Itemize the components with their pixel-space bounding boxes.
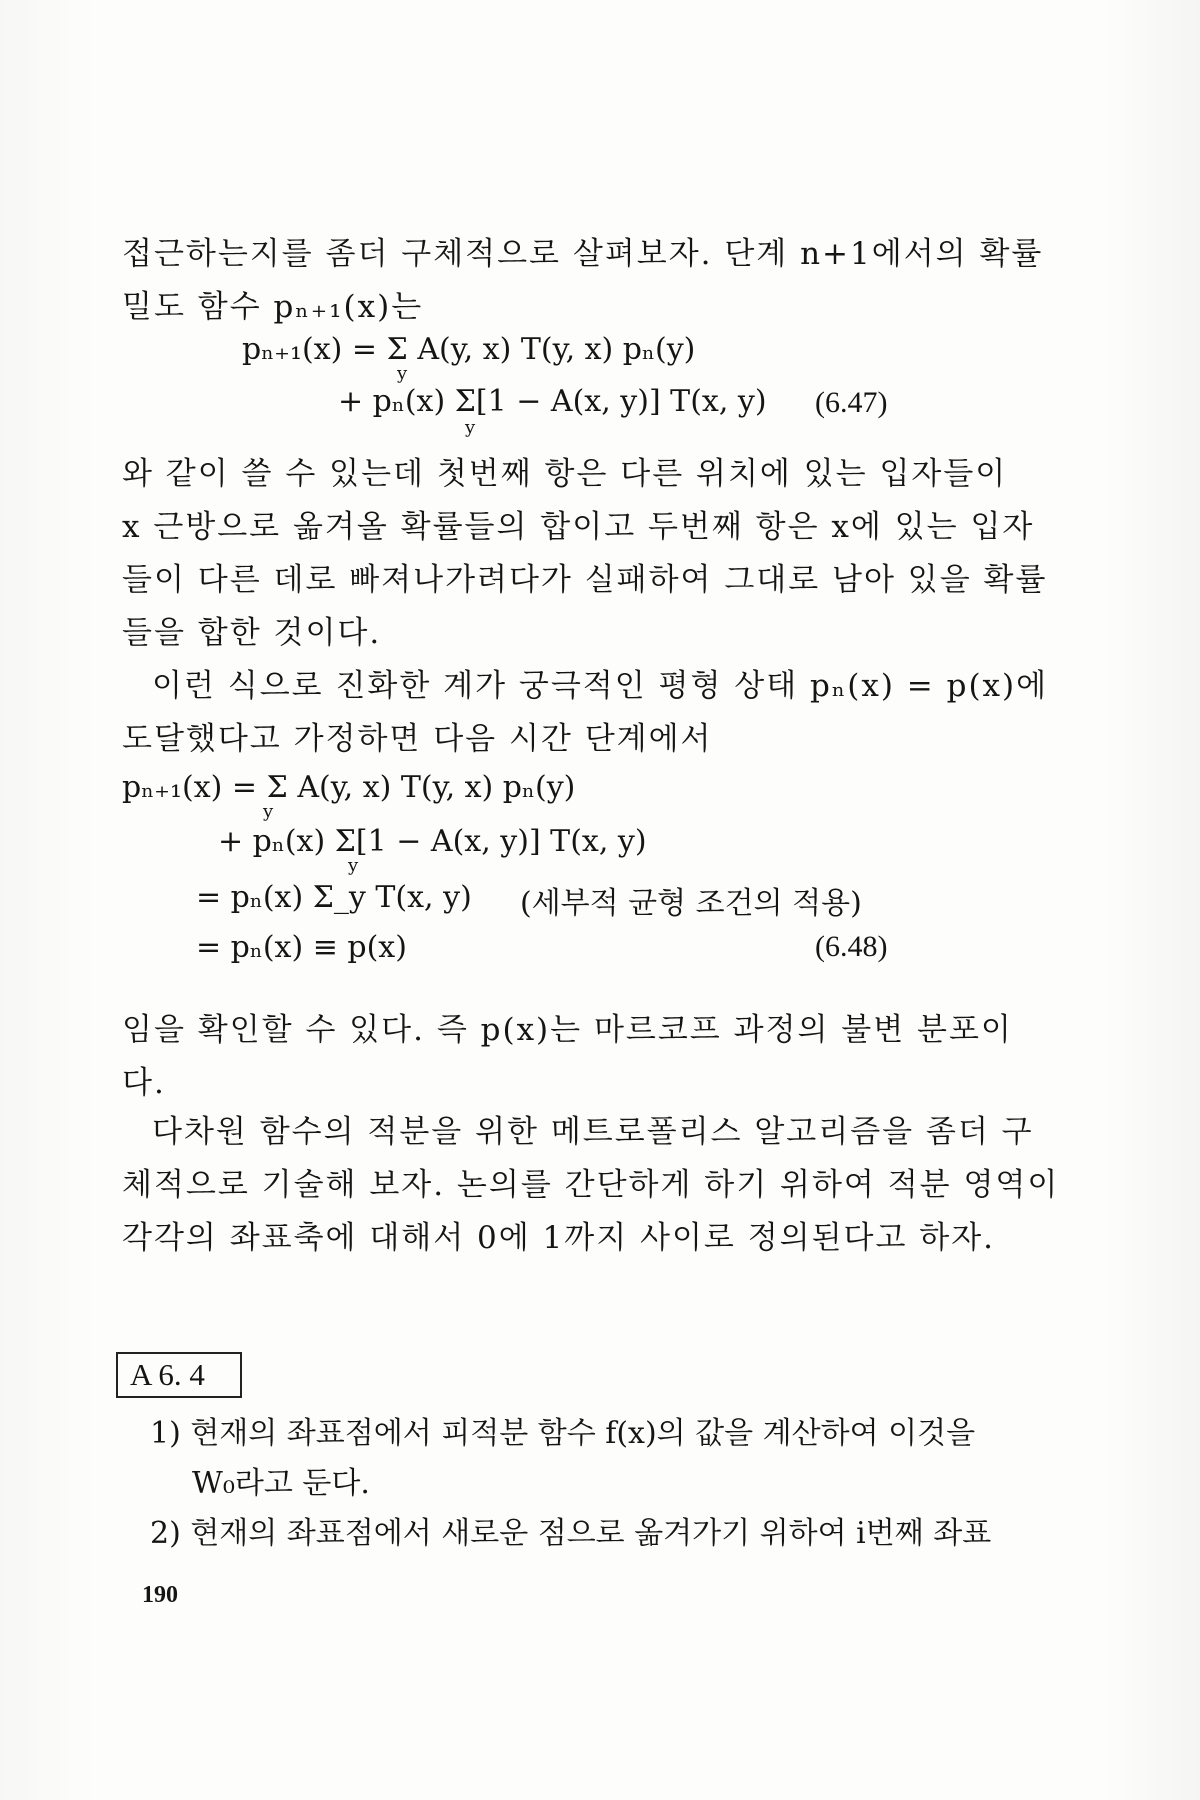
- text-line: 접근하는지를 좀더 구체적으로 살펴보자. 단계 n+1에서의 확률: [122, 236, 1044, 272]
- paragraph-middle: [122, 448, 1048, 660]
- text-line: 다차원 함수의 적분을 위한 메트로폴리스 알고리즘을 좀더 구: [152, 1114, 1034, 1150]
- algorithm-label: A 6. 4: [116, 1352, 242, 1398]
- algorithm-step: 2) 현재의 좌표점에서 새로운 점으로 옮겨가기 위하여 i번째 좌표: [150, 1516, 992, 1551]
- text-line: 도달했다고 가정하면 다음 시간 단계에서: [122, 721, 713, 757]
- paragraph-equilibrium: [122, 660, 1049, 766]
- sum-subscript: y: [348, 855, 359, 876]
- page-number: 190: [142, 1582, 178, 1608]
- equation-line: + pₙ(x) Σ[1 − A(x, y)] T(x, y): [338, 384, 767, 419]
- equation-line: pₙ₊₁(x) = Σ A(y, x) T(y, x) pₙ(y): [242, 332, 696, 367]
- equation-number: (6.47): [815, 386, 888, 419]
- paragraph-metropolis: [122, 1106, 1060, 1265]
- text-line: 와 같이 쓸 수 있는데 첫번째 항은 다른 위치에 있는 입자들이: [122, 456, 1008, 492]
- text-line: 밀도 함수 pₙ₊₁(x)는: [122, 289, 424, 325]
- text-line: 들을 합한 것이다.: [122, 615, 382, 651]
- equation-number: (6.48): [815, 930, 888, 963]
- sum-subscript: y: [397, 363, 408, 384]
- algorithm-step: 1) 현재의 좌표점에서 피적분 함수 f(x)의 값을 계산하여 이것을: [150, 1416, 976, 1451]
- text-line: 각각의 좌표축에 대해서 0에 1까지 사이로 정의된다고 하자.: [122, 1220, 996, 1256]
- sum-subscript: y: [465, 417, 476, 438]
- equation-annotation: (세부적 균형 조건의 적용): [520, 886, 862, 921]
- equation-line: = pₙ(x) ≡ p(x): [196, 930, 407, 965]
- equation-line: + pₙ(x) Σ[1 − A(x, y)] T(x, y): [218, 824, 647, 859]
- paragraph-top: [122, 228, 1044, 334]
- equation-line: pₙ₊₁(x) = Σ A(y, x) T(y, x) pₙ(y): [122, 770, 576, 805]
- text-line: x 근방으로 옮겨올 확률들의 합이고 두번째 항은 x에 있는 입자: [122, 509, 1035, 545]
- text-line: 다.: [122, 1065, 166, 1101]
- algorithm-step: W₀라고 둔다.: [192, 1466, 370, 1501]
- text-line: 들이 다른 데로 빠져나가려다가 실패하여 그대로 남아 있을 확률: [122, 562, 1048, 598]
- text-line: 체적으로 기술해 보자. 논의를 간단하게 하기 위하여 적분 영역이: [122, 1167, 1060, 1203]
- paragraph-invariant: [122, 1004, 1032, 1110]
- equation-line: = pₙ(x) Σ_y T(x, y): [196, 880, 472, 915]
- text-line: 이런 식으로 진화한 계가 궁극적인 평형 상태 pₙ(x) = p(x)에: [152, 668, 1049, 704]
- text-line: 임을 확인할 수 있다. 즉 p(x)는 마르코프 과정의 불변 분포이: [122, 1012, 1013, 1048]
- sum-subscript: y: [263, 801, 274, 822]
